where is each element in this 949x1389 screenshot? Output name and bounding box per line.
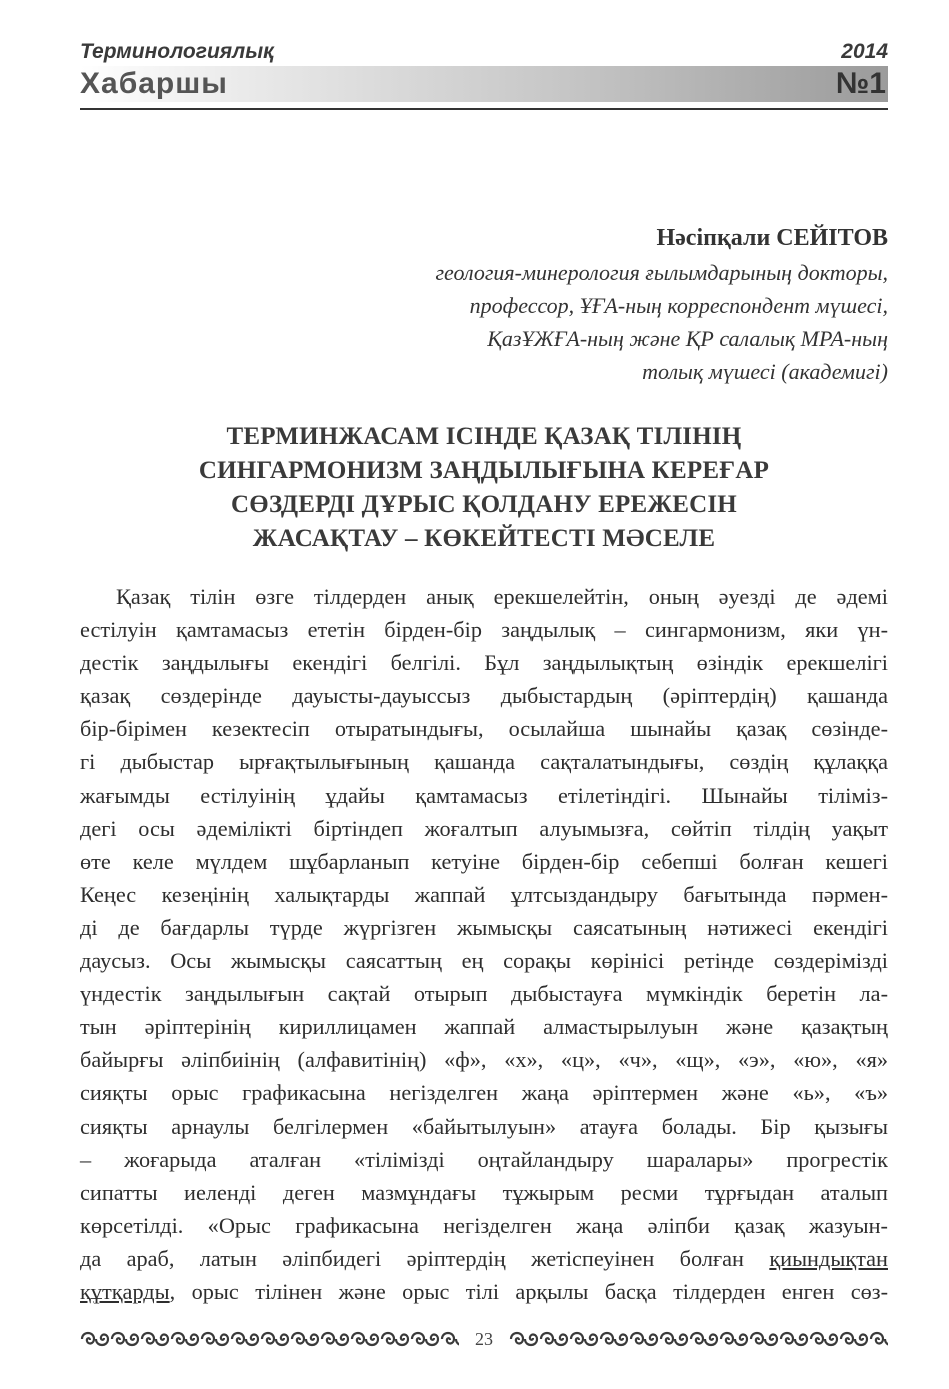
body-line: дестік заңдылығы екендігі белгілі. Бұл заңдылықтың өзіндік ерекшелігі <box>80 650 888 676</box>
body-line: бір-бірімен кезектесіп отыратындығы, осылайша шынайы қазақ сөзінде- <box>80 716 888 742</box>
body-line <box>80 1242 888 1275</box>
body-line: қазақ сөздерінде дауысты-дауыссыз дыбыстардың (әріптердің) қашанда <box>80 683 888 709</box>
body-line: Қазақ тілін өзге тілдерден анық ерекшелейтін, оның әуезді де әдемі <box>116 584 888 609</box>
article-body <box>80 580 888 1308</box>
header-top-row <box>80 38 888 64</box>
issue-year: 2014 <box>841 40 888 63</box>
author-name: Нәсіпқали СЕЙІТОВ <box>656 225 888 251</box>
title-line: СИНГАРМОНИЗМ ЗАҢДЫЛЫҒЫНА КЕРЕҒАР <box>198 457 770 484</box>
body-line: – жоғарыда аталған «тілімізді оңтайландыру шаралары» прогрестік <box>80 1146 888 1172</box>
page-number: 23 <box>475 1328 493 1349</box>
body-line: сияқты арнаулы белгілермен «байытылуын» атауға болады. Бір қызығы <box>80 1113 888 1139</box>
header-rule <box>80 108 888 110</box>
body-line: көрсетілді. «Орыс графикасына негізделген жаңа әліпби қазақ жазуын- <box>80 1212 888 1238</box>
body-line: ді де бағдарлы түрде жүргізген жымысқы саясатының нәтижесі екендігі <box>80 914 888 940</box>
body-line: гі дыбыстар ырғақтылығының қашанда сақталатындығы, сөздің құлаққа <box>80 749 888 775</box>
author-affiliation-line: толық мүшесі (академигі) <box>642 359 888 384</box>
body-line: даусыз. Осы жымысқы саясаттың ең сорақы көрінісі ретінде сөздерімізді <box>80 948 888 974</box>
running-header <box>80 38 888 110</box>
body-line: өте келе мүлдем шұбарланып кетуіне бірден-бір себепші болған кешегі <box>80 848 888 874</box>
journal-name-line2: Хабаршы <box>80 67 228 100</box>
journal-name-line1: Терминологиялық <box>80 40 274 63</box>
page-footer <box>80 1327 888 1351</box>
title-line: ТЕРМИНЖАСАМ ІСІНДЕ ҚАЗАҚ ТІЛІНІҢ <box>226 423 742 450</box>
body-line: дегі осы әдемілікті біртіндеп жоғалтып алуымызға, сөйтіп тілдің уақыт <box>80 815 888 841</box>
issue-number: №1 <box>835 67 886 100</box>
author-affiliation-line: профессор, ҰҒА-ның корреспондент мүшесі, <box>469 293 888 318</box>
body-line: сияқты орыс графикасына негізделген жаңа әріптермен және «ь», «ъ» <box>80 1080 888 1106</box>
header-bar <box>80 66 888 102</box>
underlined-word: құтқарды <box>80 1278 170 1304</box>
title-line: СӨЗДЕРДІ ДҰРЫС ҚОЛДАНУ ЕРЕЖЕСІН <box>231 491 737 518</box>
article-title <box>80 420 888 556</box>
author-affiliation-line: геология-минерология ғылымдарының докторы, <box>435 260 888 285</box>
body-line: Кеңес кезеңінің халықтарды жаппай ұлтсыздандыру бағытында пәрмен- <box>80 881 888 907</box>
body-line: сипатты иеленді деген мазмұндағы тұжырым ресми тұрғыдан аталып <box>80 1179 888 1205</box>
ornament-right <box>509 1328 888 1350</box>
body-line: үндестік заңдылығын сақтай отырып дыбыстауға мүмкіндік беретін ла- <box>80 981 888 1007</box>
body-line: тын әріптерінің кириллицамен жаппай алмастырылуын және қазақтың <box>80 1014 888 1040</box>
author-block <box>435 222 888 388</box>
body-line: байырғы әліпбиінің (алфавитінің) «ф», «х», «ц», «ч», «щ», «э», «ю», «я» <box>80 1047 888 1073</box>
underlined-word: қиындықтан <box>769 1245 888 1271</box>
body-line: жағымды естілуінің ұдайы қамтамасыз етілетіндігі. Шынайы тіліміз- <box>80 782 888 808</box>
body-line <box>80 1275 888 1308</box>
ornament-left <box>80 1328 459 1350</box>
author-affiliation-line: ҚазҰЖҒА-ның және ҚР салалық МРА-ның <box>487 326 888 351</box>
title-line: ЖАСАҚТАУ – КӨКЕЙТЕСТІ МӘСЕЛЕ <box>252 525 716 552</box>
body-line-text: да араб, латын әліпбидегі әріптердің жетіспеуінен болған <box>80 1245 744 1271</box>
body-line-text: , орыс тілінен және орыс тілі арқылы басқа тілдерден енген сөз- <box>169 1278 888 1304</box>
body-line: естілуін қамтамасыз ететін бірден-бір заңдылық – сингармонизм, яки үн- <box>80 617 888 643</box>
